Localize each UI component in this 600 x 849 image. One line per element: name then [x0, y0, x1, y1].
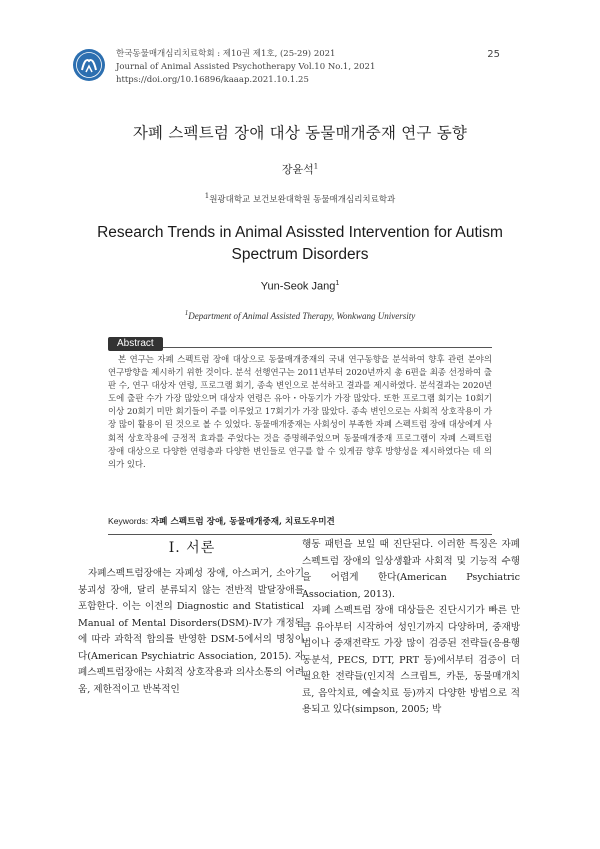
- keywords-text: 자폐 스펙트럼 장애, 동물매개중재, 치료도우미견: [150, 517, 335, 527]
- journal-info: [116, 48, 375, 87]
- affiliation-english: [0, 309, 600, 321]
- affiliation-english-sup: 1: [184, 309, 189, 317]
- author-english-sup: 1: [335, 280, 340, 287]
- affiliation-english-text: Department of Animal Assisted Therapy, Wonkwang University: [188, 311, 416, 321]
- author-english: [0, 280, 600, 293]
- author-korean: [0, 161, 600, 177]
- body-left-column: 자폐스펙트럼장애는 자폐성 장애, 아스퍼거, 소아기 붕괴성 장애, 달리 분류되지 않는 전반적 발달장애를 포함한다. 이는 이전의 Diagnostic and Statistical Manual of Mental Disorders(DSM)-Ⅳ가 개정됨에 따라 과학적 합의를 반영한 DSM-5에서의 명칭이다(American Psychiatric Association, 2015). 자폐스펙트럼장애는 사회적 상호작용과 의사소통의 어려움, 제한적이고 반복적인: [78, 568, 304, 695]
- body-paragraph: 행동 패턴을 보일 때 진단된다. 이러한 특징은 자폐 스펙트럼 장애의 일상생활과 사회적 및 기능적 수행을 어렵게 한다(American Psychiatric Association, 2013).: [302, 539, 520, 600]
- keywords-divider: [108, 534, 492, 535]
- doi-link[interactable]: https://doi.org/10.16896/kaaap.2021.10.1.25: [116, 75, 309, 85]
- affiliation-korean-sup: 1: [204, 192, 210, 200]
- section-heading: Ⅰ. 서론: [168, 540, 216, 556]
- title-english: Research Trends in Animal Asissted Intervention for Autism Spectrum Disorders: [97, 224, 503, 263]
- body-right-column: [302, 537, 520, 719]
- journal-citation-en: Journal of Animal Assisted Psychotherapy Vol.10 No.1, 2021: [116, 62, 376, 72]
- body-paragraph: 자폐 스펙트럼 장애 대상들은 진단시기가 빠른 만큼 유아부터 시작하여 성인기까지 다양하며, 중재방법이나 중재전략도 가장 많이 검증된 전략들(응용행동분석, PECS, DTT, PRT 등)에서부터 검증이 더 필요한 전략들(인지적 스크립트, 카툰, 동물매개치료, 음악치료, 예술치료 등)까지 다양한 방법으로 적용되고 있다(simpson, 2005; 박: [302, 605, 520, 715]
- abstract-label: Abstract: [108, 337, 163, 351]
- affiliation-korean-text: 원광대학교 보건보완대학원 동물매개심리치료학과: [209, 194, 396, 205]
- author-korean-sup: 1: [313, 162, 319, 171]
- author-korean-name: 장윤석: [281, 163, 314, 176]
- keywords-label: Keywords:: [108, 516, 149, 526]
- keywords: [108, 515, 335, 527]
- affiliation-korean: [0, 192, 600, 205]
- page-number: 25: [487, 49, 500, 60]
- title-korean: 자폐 스펙트럼 장애 대상 동물매개중재 연구 동향: [132, 124, 468, 142]
- abstract-divider: [108, 347, 492, 348]
- author-english-name: Yun-Seok Jang: [260, 280, 336, 293]
- journal-logo: [72, 48, 106, 82]
- abstract-text: 본 연구는 자폐 스펙트럼 장애 대상으로 동물매개중재의 국내 연구동향을 분석하여 향후 관련 분야의 연구방향을 제시하기 위한 것이다. 분석 선행연구는 2011년부터 2020년까지 총 6편을 최종 선정하여 출판 수, 연구 대상자 연령, 프로그램 회기, 종속 변인으로 분석하고 결과를 제시하였다. 분석결과는 2020년도에 출판 수가 가장 많았으며 대상자 연령은 유아・아동기가 가장 많았다. 또한 프로그램 회기는 10회기 이상 20회기 미만 회기들이 주를 이루었고 17회기가 가장 많았다. 종속 변인으로는 사회적 상호작용이 가장 많이 활용이 된 것으로 볼 수 있었다. 동물매개중재는 사회성이 부족한 자폐 스펙트럼 장애 대상에게 사회적 상호작용에 긍정적 효과를 주었다는 것을 증명해주었으며 동물매개중재 프로그램이 자폐 스펙트럼 장애 대상으로 다양한 연령층과 다양한 변인들로 연구를 할 수 있게끔 향후 방향성을 제시하였다는 데 의의가 있다.: [108, 354, 492, 469]
- journal-citation-kr: 한국동물매개심리치료학회 : 제10권 제1호, (25-29) 2021: [116, 49, 336, 59]
